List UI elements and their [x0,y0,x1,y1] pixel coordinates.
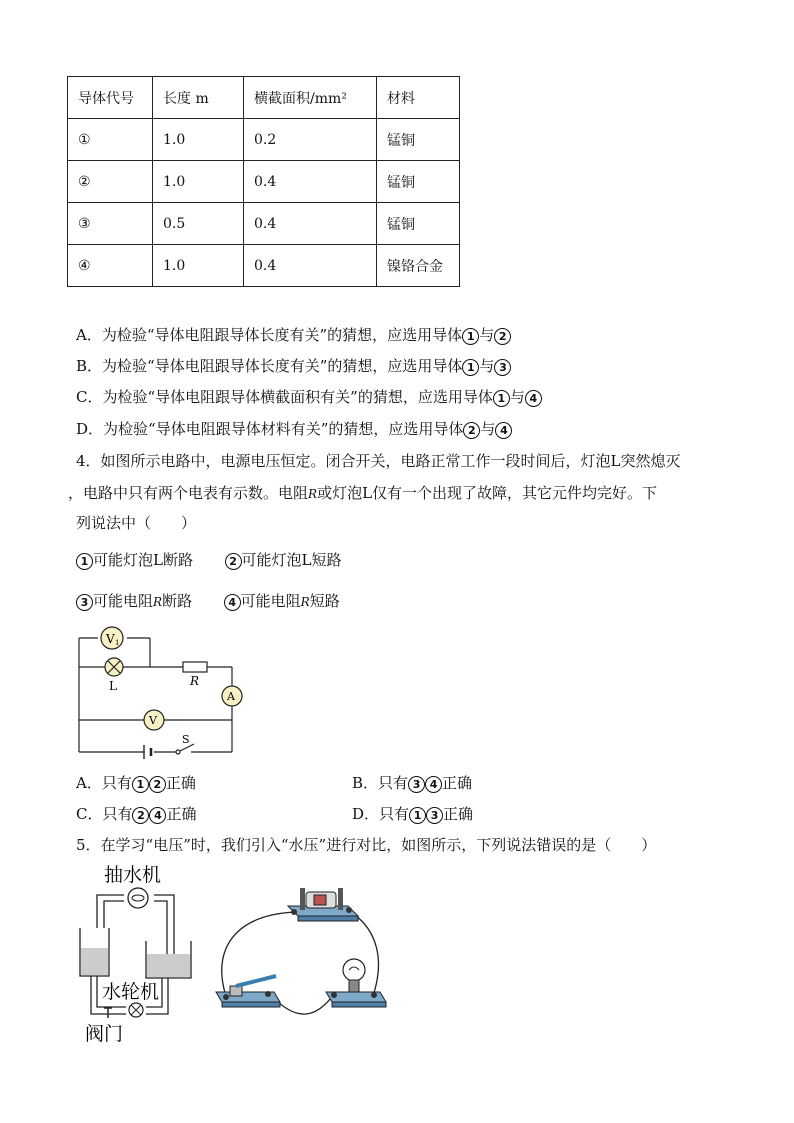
option-text: 正确 [443,805,474,823]
cell-id: ① [68,119,153,161]
circled-number: 1 [132,776,149,793]
valve-label: 阀门 [85,1023,124,1045]
cell-length: 1.0 [153,119,244,161]
cell-length: 0.5 [153,203,244,245]
cell-material: 锰铜 [377,119,460,161]
circled-number: 2 [463,422,480,439]
statement-text: 可能电阻 [240,592,301,610]
lamp-label: L [109,679,117,693]
option-c [76,386,542,407]
circled-number: 1 [76,553,93,570]
option-b [76,355,511,376]
cell-area: 0.4 [244,245,377,287]
option-text: A．只有 [76,774,132,792]
cell-length: 1.0 [153,161,244,203]
resistor-label: R [190,674,200,688]
circuit-diagram [72,624,252,759]
statement-text: 短路 [309,592,340,610]
statement-text: 可能电阻 [93,592,154,610]
circled-number: 1 [462,359,479,376]
option-text: 正确 [442,774,473,792]
pump-icon [128,888,148,908]
cell-id: ② [68,161,153,203]
cell-material: 镍铬合金 [377,245,460,287]
table-row [68,161,460,203]
valve-icon [104,1008,112,1018]
circled-number: 3 [76,594,93,611]
header-cell: 横截面积/mm² [244,77,377,119]
circled-number: 3 [408,776,425,793]
pump-label: 抽水机 [104,864,162,886]
header-cell: 材料 [377,77,460,119]
statement-text: 可能灯泡L短路 [241,551,342,569]
table-row [68,119,460,161]
option-text: A．为检验“导体电阻跟导体长度有关”的猜想，应选用导体 [76,326,463,344]
q4-option-d [352,803,473,824]
electric-circuit-illustration [208,876,388,1022]
circled-number: 2 [494,328,511,345]
switch-label: S [182,733,190,746]
table-header-row [68,77,460,119]
circled-number: 1 [409,807,426,824]
option-text: 正确 [166,805,197,823]
option-text: 正确 [165,774,196,792]
header-cell: 导体代号 [68,77,153,119]
circled-number: 4 [495,422,512,439]
resistor-symbol: R [308,487,318,501]
cell-area: 0.4 [244,203,377,245]
q4-statements-row-2 [76,590,340,611]
ammeter-label: A [227,690,235,703]
cell-length: 1.0 [153,245,244,287]
circled-number: 4 [224,594,241,611]
q4-line-3: 列说法中（ ） [76,514,197,532]
switch-icon [216,976,280,1007]
table-row [68,245,460,287]
voltmeter-label: V [149,714,157,727]
circled-number: 2 [225,553,242,570]
option-text: B．只有 [352,774,409,792]
q4-line-2-text: ，电路中只有两个电表有示数。电阻 [68,484,309,502]
cell-area: 0.2 [244,119,377,161]
circled-number: 2 [149,776,166,793]
q4-line-2 [68,482,657,503]
circled-number: 4 [525,390,542,407]
option-text: B．为检验“导体电阻跟导体长度有关”的猜想，应选用导体 [76,357,463,375]
q4-option-b [352,772,472,793]
turbine-label: 水轮机 [102,981,160,1003]
q4-line-2-rest: 或灯泡L仅有一个出现了故障，其它元件均完好。下 [317,484,658,502]
circled-number: 1 [493,390,510,407]
water-circuit-diagram [76,858,206,1048]
cell-area: 0.4 [244,161,377,203]
option-text: C．只有 [76,805,133,823]
q5-question: 5．在学习“电压”时，我们引入“水压”进行对比，如图所示，下列说法错误的是（ ） [76,836,657,854]
option-text: D．为检验“导体电阻跟导体材料有关”的猜想，应选用导体 [76,420,464,438]
cell-id: ④ [68,245,153,287]
q4-option-c [76,803,197,824]
header-cell: 长度 m [153,77,244,119]
resistor-symbol: R [300,595,310,609]
statement-text: 可能灯泡L断路 [93,551,193,569]
option-a [76,324,511,345]
resistor-symbol: R [153,595,163,609]
joiner: 与 [479,357,495,375]
joiner: 与 [509,388,525,406]
option-text: D．只有 [352,805,410,823]
option-d [76,418,512,439]
conductor-table [67,76,460,287]
motor-icon [288,888,358,921]
table-row [68,203,460,245]
q4-statements-row-1 [76,549,342,570]
q4-line-1: 4．如图所示电路中，电源电压恒定。闭合开关，电路正常工作一段时间后，灯泡L突然熄灭 [76,452,681,470]
joiner: 与 [480,420,496,438]
option-text: C．为检验“导体电阻跟导体横截面积有关”的猜想，应选用导体 [76,388,493,406]
circled-number: 4 [149,807,166,824]
statement-text: 断路 [162,592,193,610]
circled-number: 3 [426,807,443,824]
circled-number: 4 [425,776,442,793]
joiner: 与 [479,326,495,344]
cell-id: ③ [68,203,153,245]
circled-number: 3 [494,359,511,376]
q4-option-a [76,772,196,793]
cell-material: 锰铜 [377,161,460,203]
v1-label: V [106,632,115,646]
circled-number: 1 [462,328,479,345]
cell-material: 锰铜 [377,203,460,245]
circled-number: 2 [132,807,149,824]
v1-subscript: 1 [115,639,120,647]
